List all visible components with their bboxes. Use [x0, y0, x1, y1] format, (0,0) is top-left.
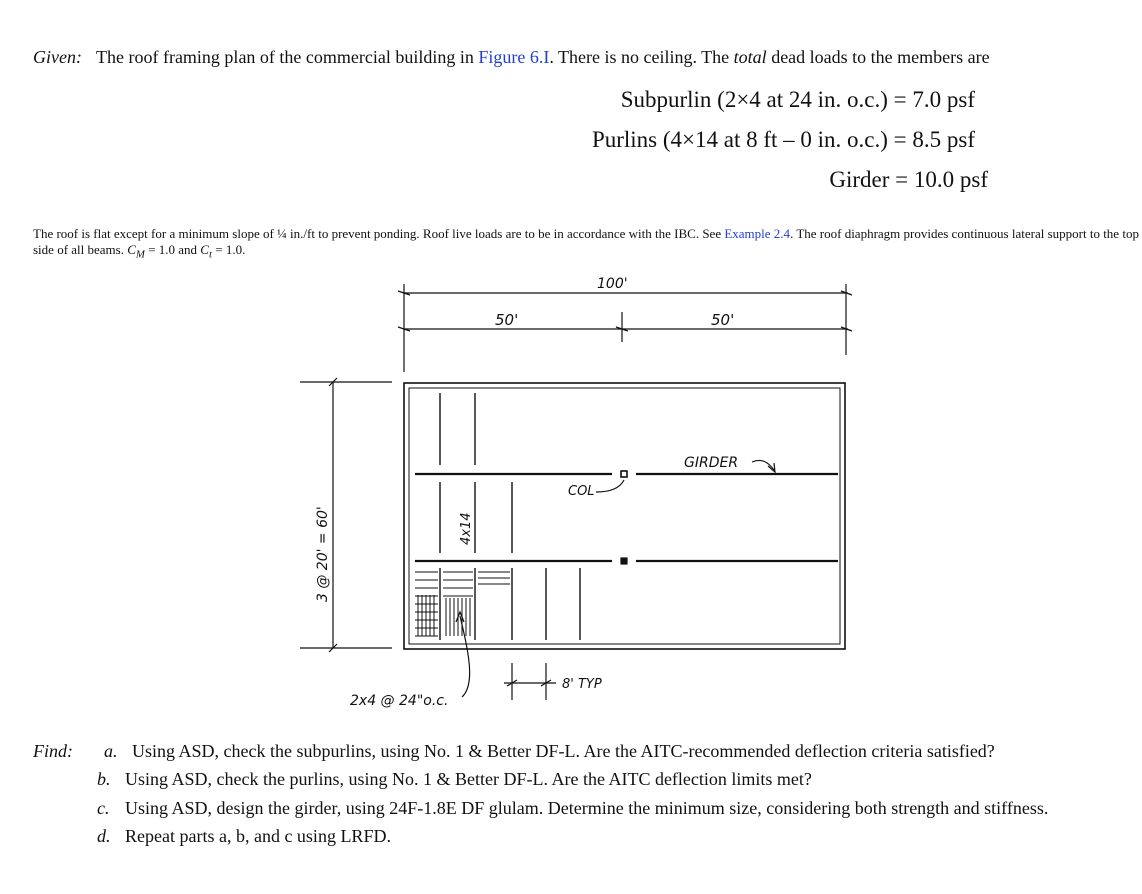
col-label: COL — [568, 484, 595, 499]
girder-label: GIRDER — [684, 455, 739, 471]
example-link[interactable]: Example 2.4 — [724, 226, 791, 241]
find-item-key: c. — [97, 798, 110, 818]
total-word: total — [733, 47, 767, 67]
find-item-key: d. — [97, 826, 111, 846]
column — [621, 558, 627, 564]
figure-link[interactable]: Figure 6.I — [478, 47, 550, 67]
purlin-size-label: 4x14 — [459, 512, 474, 545]
subpurlin-load: Subpurlin (2×4 at 24 in. o.c.) = 7.0 psf — [620, 87, 975, 112]
find-item — [97, 769, 812, 790]
find-item — [104, 741, 995, 762]
find-item-text: Using ASD, check the subpurlins, using No. 1 & Better DF-L. Are the AITC-recommended deflection criteria satisfied? — [132, 741, 995, 761]
find-item-text: Using ASD, check the purlins, using No. 1 & Better DF-L. Are the AITC deflection limits met? — [125, 769, 812, 789]
column — [621, 471, 627, 477]
spacing-dimension — [504, 663, 556, 700]
find-item — [97, 798, 1048, 819]
ct-symbol: C — [200, 242, 209, 257]
dim-right-label: 50' — [711, 311, 735, 329]
cm-subscript: M — [135, 248, 145, 261]
note-text-2: . The roof diaphragm provides continuous lateral support to the top side of all beams. — [33, 226, 1139, 257]
cm-value: = 1.0 and — [144, 242, 201, 257]
dim-total-label: 100' — [597, 276, 628, 292]
girder-load: Girder = 10.0 psf — [829, 167, 988, 192]
dim-vertical-label: 3 @ 20' = 60' — [315, 506, 331, 602]
ct-value: = 1.0. — [211, 242, 246, 257]
subpurlin-label: 2x4 @ 24"o.c. — [350, 693, 449, 709]
purlin-load: Purlins (4×14 at 8 ft – 0 in. o.c.) = 8.5 psf — [591, 127, 975, 152]
note-text-1: The roof is flat except for a minimum slope of ¼ in./ft to prevent ponding. Roof live loads are to be in accordance with the IBC. See — [33, 226, 725, 241]
given-text-3: dead loads to the members are — [766, 47, 990, 67]
subpurlin-leader — [460, 616, 470, 697]
find-item — [97, 826, 391, 847]
spacing-label: 8' TYP — [562, 677, 602, 692]
find-item-key: a. — [104, 741, 118, 761]
find-item-text: Repeat parts a, b, and c using LRFD. — [125, 826, 391, 846]
given-text-2: . There is no ceiling. The — [549, 47, 734, 67]
find-item-key: b. — [97, 769, 111, 789]
given-text-1: The roof framing plan of the commercial building in — [95, 47, 479, 67]
cm-symbol: C — [127, 242, 136, 257]
given-label: Given: — [33, 47, 82, 67]
find-label: Find: — [33, 741, 73, 761]
dim-left-label: 50' — [495, 311, 519, 329]
find-item-text: Using ASD, design the girder, using 24F-1.8E DF glulam. Determine the minimum size, considering both strength and stiffness. — [125, 798, 1049, 818]
ct-subscript: t — [208, 248, 212, 261]
col-leader — [596, 480, 624, 492]
